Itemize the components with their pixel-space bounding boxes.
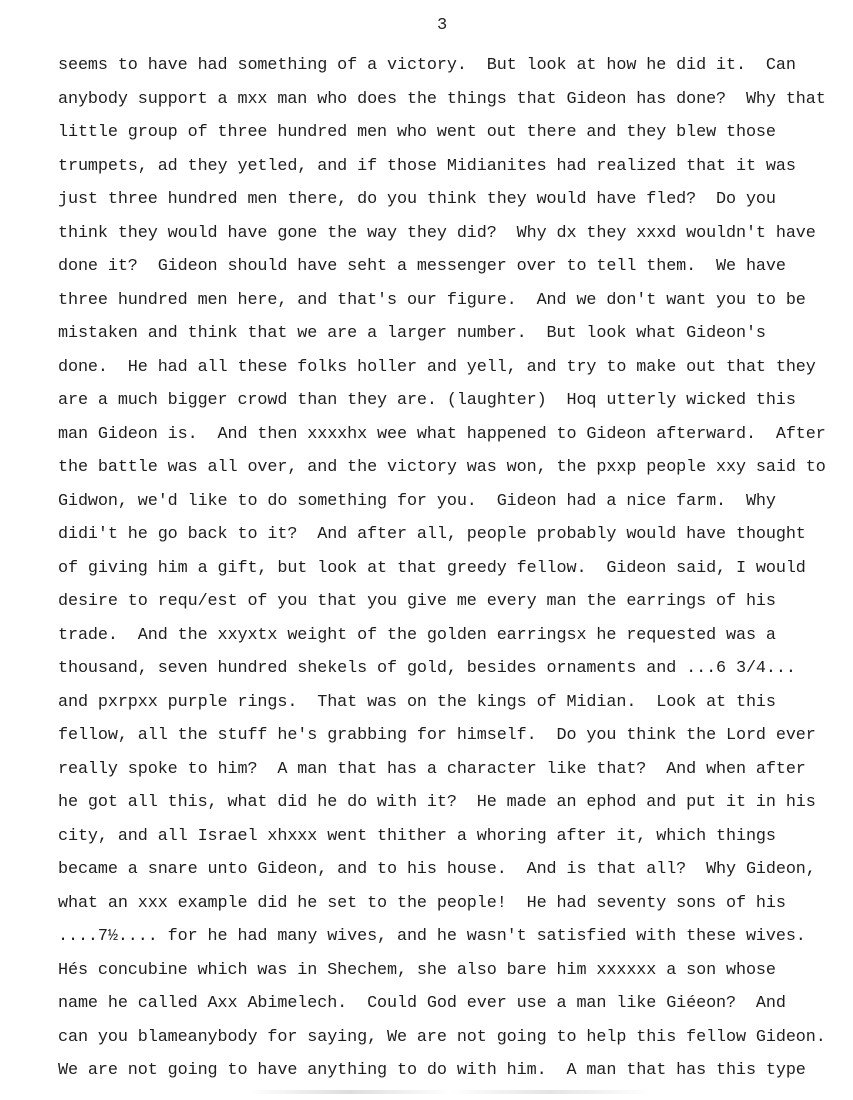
text-line: anybody support a mxx man who does the things that Gideon has done? Why that (58, 89, 826, 109)
text-line: and pxrpxx purple rings. That was on the kings of Midian. Look at this (58, 692, 776, 712)
text-line: seems to have had something of a victory. But look at how he did it. Can (58, 56, 796, 75)
text-line: We are not going to have anything to do with him. A man that has this type (58, 1061, 806, 1080)
text-line: what an xxx example did he set to the people! He had seventy sons of his (58, 893, 786, 913)
text-line: really spoke to him? A man that has a character like that? And when after (58, 759, 806, 779)
page-number: 3 (437, 16, 448, 35)
text-line: didi't he go back to it? And after all, people probably would have thought (58, 525, 806, 544)
text-line: Gidwon, we'd like to do something for you. Gideon had a nice farm. Why (58, 491, 776, 511)
text-line: fellow, all the stuff he's grabbing for himself. Do you think the Lord ever (58, 726, 816, 745)
text-line: just three hundred men there, do you think they would have fled? Do you (58, 190, 776, 209)
text-line: Hés concubine which was in Shechem, she also bare him xxxxxx a son whose (58, 960, 776, 980)
text-line: think they would have gone the way they did? Why dx they xxxd wouldn't have (58, 223, 816, 243)
text-line: done it? Gideon should have seht a messenger over to tell them. We have (58, 257, 786, 276)
text-line: man Gideon is. And then xxxxhx wee what happened to Gideon afterward. After (58, 424, 826, 444)
text-line: the battle was all over, and the victory was won, the pxxp people xxy said to (58, 458, 826, 477)
text-line: thousand, seven hundred shekels of gold, besides ornaments and ...6 3/4... (58, 659, 796, 678)
text-line: mistaken and think that we are a larger number. But look what Gideon's (58, 324, 766, 343)
text-line: he got all this, what did he do with it? He made an ephod and put it in his (58, 793, 816, 812)
text-line: three hundred men here, and that's our figure. And we don't want you to be (58, 290, 806, 310)
text-line: can you blameanybody for saying, We are not going to help this fellow Gideon. (58, 1027, 826, 1047)
text-line: little group of three hundred men who went out there and they blew those (58, 123, 776, 142)
text-line: city, and all Israel xhxxx went thither a whoring after it, which things (58, 826, 776, 846)
text-line: name he called Axx Abimelech. Could God ever use a man like Giéeon? And (58, 994, 786, 1013)
typed-body-text (58, 49, 826, 1088)
text-line: ....7½.... for he had many wives, and he wasn't satisfied with these wives. (58, 927, 806, 946)
text-line: of giving him a gift, but look at that greedy fellow. Gideon said, I would (58, 558, 806, 578)
text-line: are a much bigger crowd than they are. (laughter) Hoq utterly wicked this (58, 391, 796, 410)
text-line: done. He had all these folks holler and yell, and try to make out that they (58, 357, 816, 377)
text-line: desire to requ/est of you that you give me every man the earrings of his (58, 592, 776, 611)
text-line: trumpets, ad they yetled, and if those Midianites had realized that it was (58, 156, 796, 176)
scan-smudge (250, 1090, 650, 1094)
text-line: trade. And the xxyxtx weight of the golden earringsx he requested was a (58, 625, 776, 645)
text-line: became a snare unto Gideon, and to his house. And is that all? Why Gideon, (58, 860, 816, 879)
